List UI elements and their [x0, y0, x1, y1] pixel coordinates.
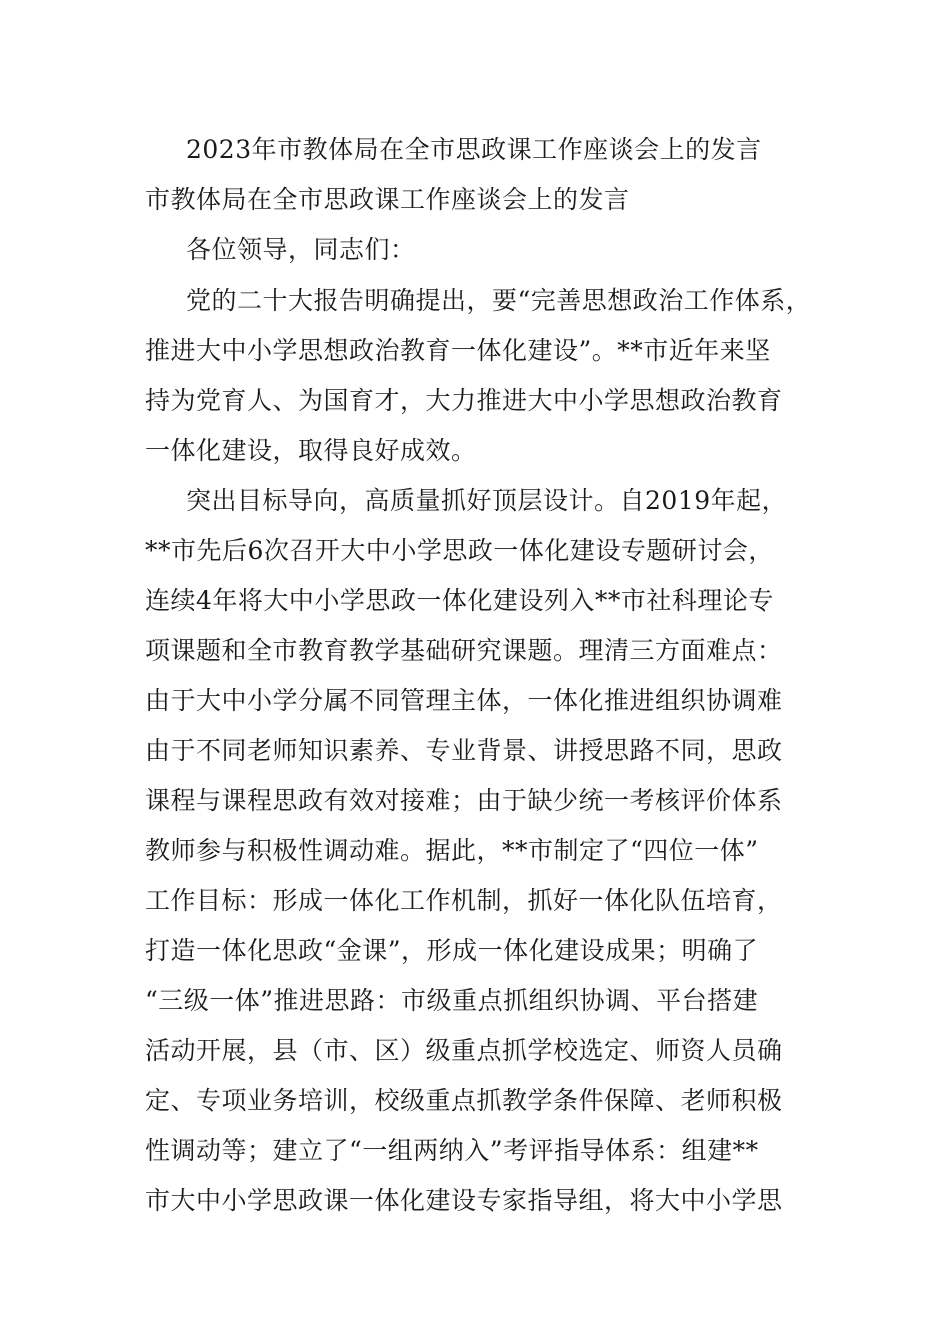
paragraph-2-line: **市先后6次召开大中小学思政一体化建设专题研讨会， [145, 536, 774, 565]
paragraph-2-line: 活动开展，县（市、区）级重点抓学校选定、师资人员确 [145, 1036, 783, 1065]
document-subtitle: 市教体局在全市思政课工作座谈会上的发言 [145, 185, 630, 214]
paragraph-2-line: 市大中小学思政课一体化建设专家指导组，将大中小学思 [145, 1186, 783, 1215]
paragraph-2-line: 教师参与积极性调动难。据此，**市制定了“四位一体” [145, 836, 759, 865]
paragraph-2-line: 由于不同老师知识素养、专业背景、讲授思路不同，思政 [145, 736, 783, 765]
paragraph-2-line: 突出目标导向，高质量抓好顶层设计。自2019年起， [186, 486, 788, 515]
paragraph-2-line: 连续4年将大中小学思政一体化建设列入**市社科理论专 [145, 586, 774, 615]
paragraph-2-line: 定、专项业务培训，校级重点抓教学条件保障、老师积极 [145, 1086, 783, 1115]
paragraph-1-line: 一体化建设，取得良好成效。 [145, 436, 477, 465]
paragraph-2-line: “三级一体”推进思路：市级重点抓组织协调、平台搭建 [145, 986, 759, 1015]
paragraph-2-line: 课程与课程思政有效对接难；由于缺少统一考核评价体系 [145, 786, 783, 815]
paragraph-2-line: 由于大中小学分属不同管理主体，一体化推进组织协调难 [145, 686, 783, 715]
document-title: 2023年市教体局在全市思政课工作座谈会上的发言 [186, 135, 762, 164]
paragraph-2-line: 性调动等；建立了“一组两纳入”考评指导体系：组建** [145, 1136, 759, 1165]
paragraph-1-line: 党的二十大报告明确提出，要“完善思想政治工作体系， [186, 286, 812, 315]
paragraph-2-line: 项课题和全市教育教学基础研究课题。理清三方面难点： [145, 636, 783, 665]
paragraph-2-line: 打造一体化思政“金课”，形成一体化建设成果；明确了 [145, 936, 759, 965]
paragraph-2-line: 工作目标：形成一体化工作机制，抓好一体化队伍培育， [145, 886, 783, 915]
paragraph-1-line: 推进大中小学思想政治教育一体化建设”。**市近年来坚 [145, 336, 771, 365]
paragraph-1-line: 持为党育人、为国育才，大力推进大中小学思想政治教育 [145, 386, 783, 415]
greeting: 各位领导，同志们： [186, 235, 416, 264]
